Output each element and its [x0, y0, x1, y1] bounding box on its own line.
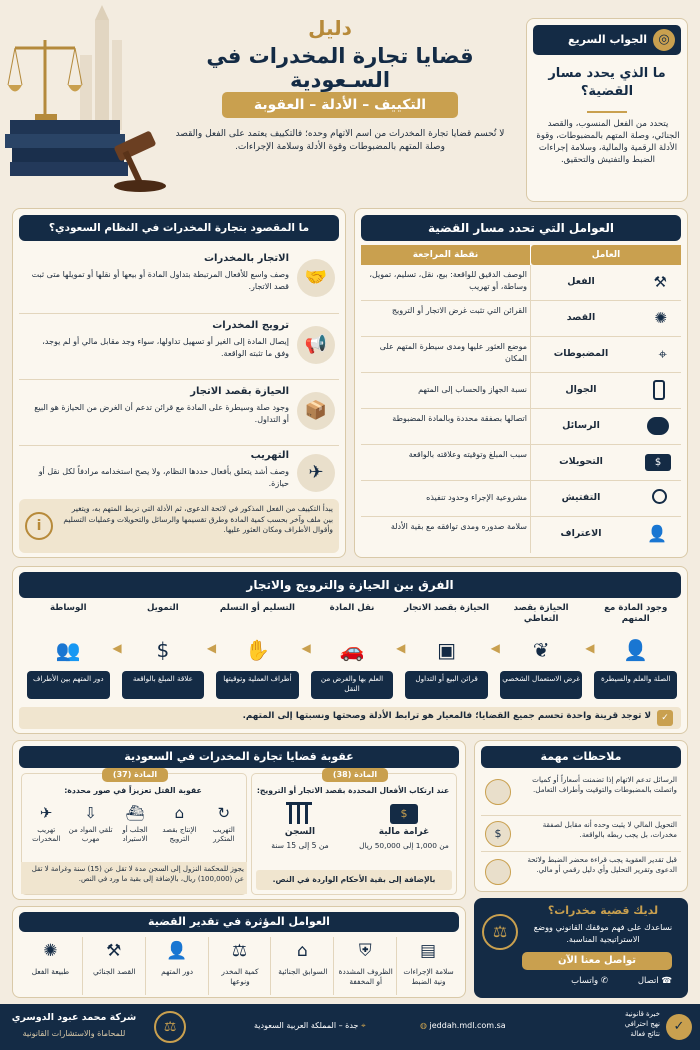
meaning-item-text: وصف أشد يتعلق بأفعال حددها النظام، ولا يصح استخدامه مرادفاً لكل نقل أو حيازة. — [38, 467, 289, 488]
assess-item-label: السوابق الجنائية — [278, 967, 328, 976]
factors-table — [361, 265, 681, 553]
cta-text: نساعدك على فهم موقفك القانوني ووضع الاستراتيجية المناسبة. — [533, 922, 673, 944]
step-arrow-icon: ◀ — [585, 641, 595, 655]
scale-icon: ⚖ — [231, 941, 248, 961]
step-card — [496, 603, 587, 703]
factor-review: مشروعية الإجراء وحدود تنفيذه — [426, 493, 527, 502]
phone-handset-icon: ☎ — [661, 976, 672, 986]
quick-answer-text: يتحدد من الفعل المنسوب، والقصد الجنائي، وصلة المتهم بالمضبوطات، وقوة الأدلة الرقمية والمالية، وسلامة إجراءات الضبط والتفتيش والتحقيق. — [536, 119, 680, 165]
step-title: الحيازة بقصد التعاطي — [513, 603, 569, 625]
assess-item-label: سلامة الإجراءات ونية الضبط — [403, 967, 454, 986]
shield-check-icon: ✓ — [657, 710, 673, 726]
firm-sub: للمحاماة والاستشارات القانونية — [22, 1029, 126, 1038]
receive-icon: ⇩ — [84, 804, 97, 822]
factors-title: العوامل التي تحدد مسار القضية — [361, 215, 681, 241]
chat-icon — [647, 417, 669, 435]
assess-title: العوامل المؤثرة في تقدير القضية — [19, 912, 459, 932]
step-caption: قرائن البيع أو التداول — [415, 674, 478, 683]
assess-items — [19, 937, 459, 995]
steps-row — [19, 603, 681, 703]
prison-title: السجن — [284, 827, 316, 837]
location-icon: ⌖ — [361, 1021, 366, 1030]
target-icon: ◎ — [653, 29, 675, 51]
step-caption: علاقة المبلغ بالواقعة — [132, 674, 193, 683]
assess-item — [396, 937, 459, 995]
box-icon: 📦 — [297, 392, 335, 430]
bag-icon: ▣ — [437, 638, 457, 662]
table-row — [361, 301, 681, 337]
meaning-item — [19, 313, 339, 377]
gavel-icon: ⚒ — [653, 273, 667, 291]
location-link[interactable] — [254, 1021, 366, 1031]
step-arrow-icon: ◀ — [301, 641, 311, 655]
call-label: اتصال — [637, 976, 659, 986]
article-37-item-label: تلقي المواد من مهرب — [68, 826, 113, 844]
article-38-label: المادة (38) — [322, 768, 388, 782]
step-card — [401, 603, 492, 703]
difference-card — [12, 566, 688, 734]
table-row — [361, 337, 681, 373]
firm-logo-icon: ⚖ — [154, 1011, 186, 1043]
article-38-footer: بالإضافة إلى بقية الأحكام الواردة في النص. — [272, 875, 436, 884]
whatsapp-label: واتساب — [571, 976, 599, 986]
hero-kicker: دليل — [308, 16, 352, 40]
meaning-item — [19, 445, 339, 497]
step-title: وجود المادة مع المتهم — [604, 603, 668, 625]
brain-icon: ✺ — [43, 941, 58, 961]
plane-icon: ✈ — [39, 804, 53, 822]
plane-icon: ✈ — [297, 454, 335, 492]
money-icon: $ — [645, 454, 671, 471]
phone-icon — [653, 380, 665, 400]
assess-item-label: الظروف المشددة أو المخففة — [338, 967, 393, 986]
list-item — [481, 773, 681, 811]
globe-icon: ◍ — [420, 1021, 427, 1030]
factors-card — [354, 208, 688, 558]
factor-review: اتصالها بصفقة محددة وبالمادة المضبوطة — [392, 414, 527, 423]
meaning-item — [19, 247, 339, 311]
step-caption: أطراف العملية وتوقيتها — [223, 674, 292, 683]
meaning-item-text: وجود صلة وسيطرة على المادة مع قرائن تدعم أن الغرض من الحيازة هو البيع أو التداول. — [34, 403, 289, 424]
step-arrow-icon: ◀ — [206, 641, 217, 655]
difference-title: الفرق بين الحيازة والترويج والاتجار — [19, 572, 681, 598]
assess-item-label: دور المتهم — [161, 967, 194, 976]
ship-icon: ⛴ — [125, 804, 145, 822]
meaning-item — [19, 379, 339, 443]
location-icon: ⌖ — [658, 345, 667, 363]
factor-name: الرسائل — [562, 420, 600, 431]
step-caption: العلم بها والغرض من النقل — [320, 674, 384, 693]
step-card — [212, 603, 303, 703]
notes-title-bar — [481, 746, 681, 768]
chat-icon — [485, 779, 511, 805]
fine-title: غرامة مالية — [378, 827, 430, 837]
leaf-icon: ❦ — [532, 638, 550, 662]
notes-title: ملاحظات مهمة — [540, 750, 622, 763]
hero-intro: لا تُحسم قضايا تجارة المخدرات من اسم الاتهام وحده؛ فالتكييف يعتمد على الفعل والقصد وصلة المتهم بالمضبوطات وقوة الأدلة وسلامة الإجراءات. — [175, 129, 505, 152]
search-icon — [652, 489, 667, 504]
prison-value: من 5 إلى 15 سنة — [271, 841, 329, 850]
hero-title: قضايا تجارة المخدرات في السـعودية — [206, 44, 474, 92]
assess-item-label: القصد الجنائي — [93, 967, 136, 976]
quick-question: ما الذي يحدد مسار القضية؟ — [548, 66, 666, 99]
factor-review: سلامة صدوره ومدى توافقه مع بقية الأدلة — [390, 522, 527, 531]
article-37-item — [24, 802, 68, 860]
penalty-title: عقوبة قضايا تجارة المخدرات في السعودية — [19, 746, 459, 768]
building-icon: ⌂ — [296, 941, 308, 961]
meaning-note-box — [19, 499, 339, 553]
cycle-icon: ↻ — [217, 804, 231, 822]
fine-icon: $ — [390, 804, 418, 824]
article-37-item — [68, 802, 112, 860]
table-row — [361, 409, 681, 445]
step-title: نقل المادة — [329, 603, 375, 613]
assess-item-label: كمية المخدر ونوعها — [221, 967, 259, 986]
col-factor-header: العامل — [531, 245, 681, 265]
meaning-card — [12, 208, 346, 558]
handshake-icon: 🤝 — [297, 259, 335, 297]
col-review-header: نقطة المراجعة — [361, 245, 531, 265]
call-link[interactable] — [638, 976, 672, 986]
footer-tag: نهج احترافي — [624, 1019, 660, 1028]
article-37-item-label: الإنتاج بقصد الترويج — [162, 826, 197, 844]
step-arrow-icon: ◀ — [490, 641, 500, 655]
hero-illustration — [0, 0, 170, 195]
footer-bar — [0, 1004, 700, 1050]
article-37-label: المادة (37) — [102, 768, 168, 782]
step-caption: الصلة والعلم والسيطرة — [601, 674, 671, 683]
step-title: الحيازة بقصد الاتجار — [404, 603, 490, 613]
meaning-item-title: التهريب — [250, 450, 289, 461]
cta-card — [474, 898, 688, 998]
quick-answer-card — [526, 18, 688, 202]
assess-item — [333, 937, 396, 995]
step-title: التمويل — [147, 603, 179, 613]
assess-item — [19, 937, 82, 995]
factor-name: الفعل — [567, 276, 595, 287]
car-icon: 🚗 — [339, 638, 365, 662]
cta-button[interactable]: تواصل معنا الآن — [522, 952, 672, 970]
shield-icon: ⛨ — [358, 941, 372, 961]
website-link[interactable] — [420, 1021, 506, 1030]
table-row — [361, 481, 681, 517]
prison-icon — [286, 802, 312, 824]
article-37-items — [24, 802, 246, 860]
table-row — [361, 373, 681, 409]
factor-name: القصد — [566, 312, 596, 323]
fine-value: من 1,000 إلى 50,000 ريال — [359, 841, 449, 850]
money-icon: $ — [485, 821, 511, 847]
note-text: الرسائل تدعم الاتهام إذا تضمنت أسعاراً أو كميات واتصلت بالمضبوطات والتوقيت وأطراف التعامل. — [532, 775, 677, 795]
step-card — [307, 603, 398, 703]
article-37-item — [113, 802, 157, 860]
meaning-item-title: ترويج المخدرات — [212, 320, 289, 331]
notes-card — [474, 740, 688, 892]
factor-name: المضبوطات — [553, 348, 609, 359]
scale-emblem-icon: ⚖ — [482, 914, 518, 950]
footer-tag: خبرة قانونية — [624, 1010, 660, 1018]
hero-subtitle: التكييف – الأدلة – العقوبة — [222, 92, 458, 118]
factor-name: التحويلات — [559, 456, 603, 467]
penalty-card — [12, 740, 466, 900]
quick-answer-label: الجواب السريع — [568, 33, 647, 46]
website-text: jeddah.mdl.com.sa — [429, 1021, 506, 1030]
brain-icon: ✺ — [654, 309, 667, 327]
footer-tags — [598, 1010, 660, 1039]
factor-review: القرائن التي تثبت غرض الاتجار أو الترويج — [391, 306, 527, 315]
note-text: التحويل المالي لا يثبت وحده أنه مقابل لصفقة مخدرات، بل يجب ربطه بالواقعة. — [542, 820, 677, 840]
info-icon: i — [25, 512, 53, 540]
article-37-item-label: تهريب المخدرات — [32, 826, 61, 844]
step-card — [23, 603, 114, 703]
table-row — [361, 445, 681, 481]
assess-item — [270, 937, 333, 995]
step-caption: دور المتهم بين الأطراف — [33, 674, 104, 683]
article-37-item-label: الجلب أو الاستيراد — [122, 826, 148, 844]
factor-review: نسبة الجهاز والحساب إلى المتهم — [418, 385, 527, 394]
difference-footer: لا توجد قرينة واحدة تحسم جميع القضايا؛ فالمعيار هو ترابط الأدلة وصحتها ونسبتها إلى المتهم. — [242, 711, 651, 721]
person-icon: 👤 — [647, 524, 667, 543]
article-37-lead: عقوبة القتل تعزيزاً في صور محددة: — [64, 786, 202, 795]
step-arrow-icon: ◀ — [112, 641, 122, 655]
badge-check-icon: ✓ — [666, 1014, 692, 1040]
whatsapp-link[interactable] — [571, 976, 608, 986]
step-card — [118, 603, 209, 703]
table-row — [361, 517, 681, 553]
assess-item — [208, 937, 271, 995]
step-title: الوساطة — [50, 603, 87, 613]
cash-icon: $ — [156, 638, 170, 662]
assess-card — [12, 906, 466, 998]
people-icon: 👥 — [55, 638, 81, 662]
location-text: جدة – المملكة العربية السعودية — [254, 1021, 359, 1030]
assess-item — [82, 937, 145, 995]
factor-review: موضع العثور عليها ومدى سيطرة المتهم على المكان — [379, 342, 527, 363]
meaning-item-title: الحيازة بقصد الاتجار — [190, 386, 289, 397]
step-title: التسليم أو التسلم — [219, 603, 295, 613]
step-arrow-icon: ◀ — [396, 641, 406, 655]
doc-icon: ▤ — [420, 941, 437, 961]
article-37-item — [202, 802, 246, 860]
person-box-icon: 👤 — [623, 638, 649, 662]
factor-name: الاعتراف — [560, 528, 602, 539]
factor-review: سبب المبلغ وتوقيته وعلاقته بالواقعة — [408, 450, 527, 459]
meaning-item-title: الاتجار بالمخدرات — [203, 253, 289, 264]
article-37-footer: يجوز للمحكمة النزول إلى السجن مدة لا تقل عن (15) سنة وغرامة لا تقل عن (100,000) ريال، بالإضافة إلى بقية ما ورد في النص. — [31, 865, 244, 884]
whatsapp-icon: ✆ — [600, 976, 608, 986]
list-item — [481, 815, 681, 849]
hand-icon: ✋ — [244, 638, 270, 662]
note-text: قبل تقدير العقوبة يجب قراءة محضر الضبط ولائحة الدعوى وتقرير التحليل وأي دليل رقمي أو مالي. — [527, 855, 677, 875]
factor-name: الجوال — [565, 384, 597, 395]
article-37 — [21, 770, 247, 895]
meaning-note: يبدأ التكييف من الفعل المذكور في لائحة الدعوى، ثم الأدلة التي تربط المتهم به، ويتغير بين ملف وآخر بحسب كمية المادة وطرق تقسيمها والرسائل والتحويلات وعمليات التسليم وأقوال الأطراف ومكان العثور عليها. — [63, 504, 333, 535]
assess-item — [145, 937, 208, 995]
meaning-item-text: وصف واسع للأفعال المرتبطة بتداول المادة أو بيعها أو نقلها أو تمويلها متى ثبت قصد الاتجار. — [31, 270, 289, 291]
meaning-title: ما المقصود بتجارة المخدرات في النظام السعودي؟ — [19, 215, 339, 241]
article-38 — [251, 770, 457, 895]
factory-icon: ⌂ — [174, 804, 185, 822]
meaning-item-text: إيصال المادة إلى الغير أو تسهيل تداولها، سواء وجد مقابل مالي أو لم يوجد، وفق ما تثبته الواقعة. — [42, 337, 289, 358]
person-icon: 👤 — [166, 941, 188, 961]
doc-icon — [485, 859, 511, 885]
step-caption: غرض الاستعمال الشخصي — [502, 674, 581, 683]
assess-item-label: طبيعة الفعل — [31, 967, 70, 976]
gavel-icon: ⚒ — [106, 941, 122, 961]
step-card — [590, 603, 681, 703]
quick-answer-label-bar — [533, 25, 681, 55]
article-38-lead: عند ارتكاب الأفعال المحددة بقصد الاتجار أو الترويج: — [256, 786, 450, 795]
firm-name: شركة محمد عبود الدوسري — [11, 1012, 137, 1023]
table-row — [361, 265, 681, 301]
megaphone-icon: 📢 — [297, 326, 335, 364]
article-37-item — [157, 802, 201, 860]
footer-tag: نتائج فعالة — [630, 1029, 660, 1038]
factor-review: الوصف الدقيق للواقعة: بيع، نقل، تسليم، تمويل، وساطة، أو تهريب — [369, 270, 527, 291]
list-item — [481, 851, 681, 891]
cta-title: لديك قضية مخدرات؟ — [547, 904, 659, 917]
factor-name: التفتيش — [561, 492, 601, 503]
article-37-item-label: التهريب المتكرر — [212, 826, 235, 844]
difference-footer-bar — [19, 707, 681, 729]
